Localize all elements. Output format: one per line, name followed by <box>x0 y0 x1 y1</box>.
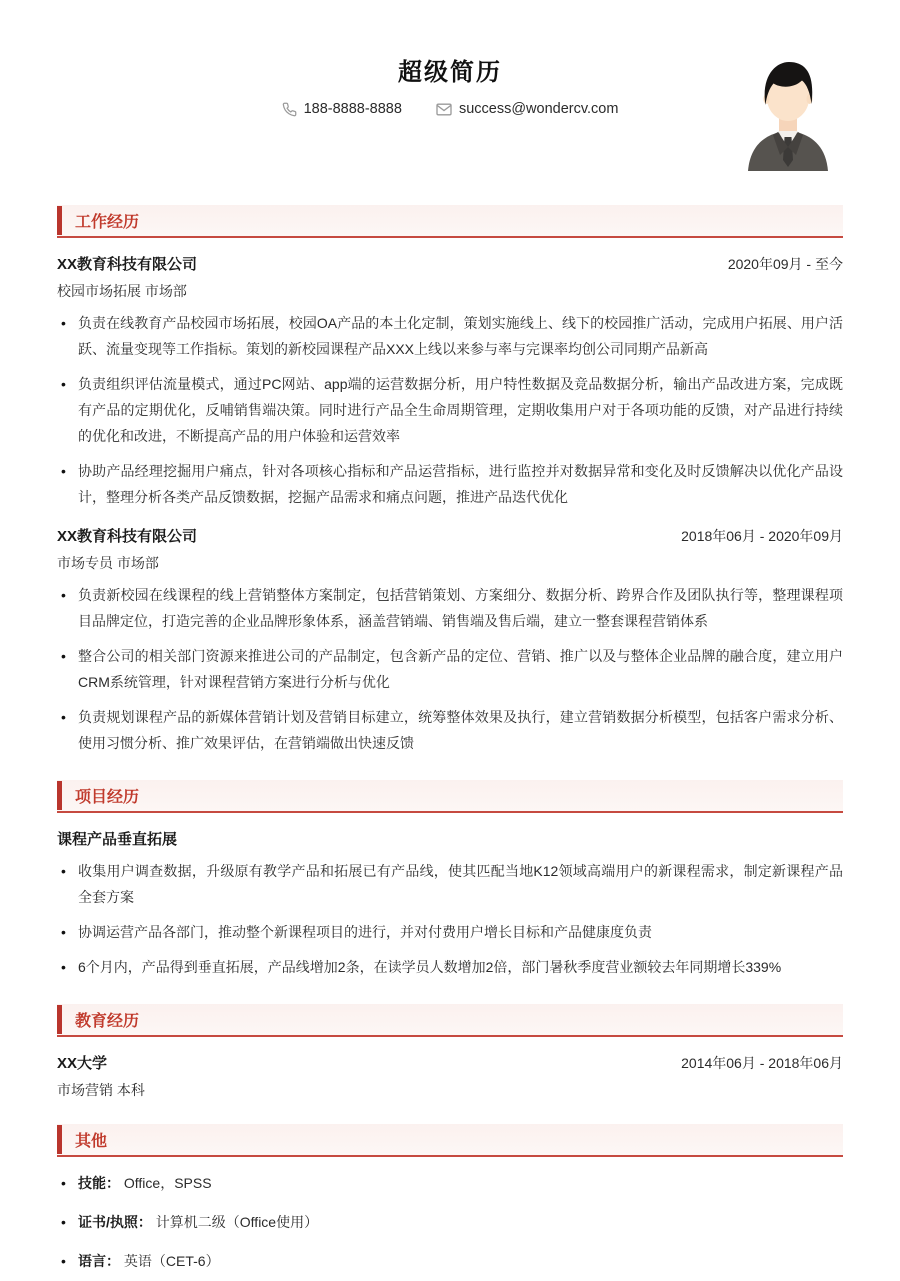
job-role: 市场专员 市场部 <box>57 555 159 571</box>
work-entry-1 <box>57 253 843 510</box>
email-contact <box>436 101 619 117</box>
work-bullets-1 <box>57 310 843 510</box>
mail-icon <box>436 103 452 116</box>
male-avatar-icon <box>740 55 836 171</box>
education-entry-1 <box>57 1052 843 1100</box>
section-title-work: 工作经历 <box>75 214 140 231</box>
bullet-item: • 协调运营产品各部门，推动整个新课程项目的进行，并对付费用户增长目标和产品健康度负责 <box>57 919 843 945</box>
company-name: XX教育科技有限公司 <box>57 256 198 273</box>
work-dates: 2020年09月 - 至今 <box>727 256 843 272</box>
section-other <box>57 1124 843 1274</box>
section-header-other <box>57 1124 843 1157</box>
section-project <box>57 780 843 980</box>
work-bullets-2 <box>57 582 843 756</box>
accent-bar <box>57 206 62 235</box>
bullet-item: • 负责新校园在线课程的线上营销整体方案制定，包括营销策划、方案细分、数据分析、跨界合作及团队执行等，整理课程项目品牌定位，打造完善的企业品牌形象体系，涵盖营销端、销售端及售后端，建立一整套课程营销体系 <box>57 582 843 634</box>
section-title-education: 教育经历 <box>75 1013 140 1030</box>
section-header-work <box>57 205 843 238</box>
job-role: 校园市场拓展 市场部 <box>57 283 187 299</box>
bullet-item: • 6个月内，产品得到垂直拓展，产品线增加2条，在读学员人数增加2倍，部门暑秋季度营业额较去年同期增长339% <box>57 954 843 980</box>
school-name: XX大学 <box>57 1055 108 1072</box>
skill-item <box>57 1170 843 1196</box>
certificate-value: 计算机二级（Office使用） <box>155 1214 319 1230</box>
accent-bar <box>57 1005 62 1034</box>
skill-value: Office，SPSS <box>123 1175 212 1191</box>
work-entry-2 <box>57 525 843 756</box>
project-name: 课程产品垂直拓展 <box>57 831 178 848</box>
phone-contact <box>282 101 402 117</box>
phone-number: 188-8888-8888 <box>303 101 402 117</box>
email-address: success@wondercv.com <box>458 101 619 117</box>
education-dates: 2014年06月 - 2018年06月 <box>681 1055 843 1071</box>
major-degree: 市场营销 本科 <box>57 1082 145 1098</box>
page-title: 超级简历 <box>398 59 502 86</box>
company-name: XX教育科技有限公司 <box>57 528 198 545</box>
language-item <box>57 1248 843 1274</box>
section-title-other: 其他 <box>75 1133 108 1150</box>
language-label: 语言： <box>78 1253 120 1269</box>
section-title-project: 项目经历 <box>75 789 140 806</box>
bullet-item: • 收集用户调查数据，升级原有教学产品和拓展已有产品线，使其匹配当地K12领域高端用户的新课程需求，制定新课程产品全套方案 <box>57 858 843 910</box>
section-header-education <box>57 1004 843 1037</box>
language-value: 英语（CET-6） <box>123 1253 220 1269</box>
project-entry-1 <box>57 828 843 980</box>
skill-label: 技能： <box>78 1175 120 1191</box>
section-work <box>57 205 843 756</box>
certificate-label: 证书/执照： <box>78 1214 152 1230</box>
section-header-project <box>57 780 843 813</box>
bullet-item: • 负责在线教育产品校园市场拓展，校园OA产品的本土化定制，策划实施线上、线下的校园推广活动，完成用户拓展、用户活跃、流量变现等工作指标。策划的新校园课程产品XXX上线以来参与率与完课率均创公司同期产品新高 <box>57 310 843 362</box>
accent-bar <box>57 1125 62 1154</box>
resume-header <box>0 0 900 117</box>
work-dates: 2018年06月 - 2020年09月 <box>681 528 843 544</box>
project-bullets <box>57 858 843 980</box>
section-education <box>57 1004 843 1100</box>
other-list <box>57 1170 843 1274</box>
certificate-item <box>57 1209 843 1235</box>
bullet-item: • 负责规划课程产品的新媒体营销计划及营销目标建立，统筹整体效果及执行，建立营销数据分析模型，包括客户需求分析、使用习惯分析、推广效果评估，在营销端做出快速反馈 <box>57 704 843 756</box>
accent-bar <box>57 781 62 810</box>
avatar <box>740 55 836 171</box>
resume-body <box>0 205 900 1274</box>
phone-icon <box>282 102 297 117</box>
bullet-item: • 协助产品经理挖掘用户痛点，针对各项核心指标和产品运营指标，进行监控并对数据异常和变化及时反馈解决以优化产品设计，整理分析各类产品反馈数据，挖掘产品需求和痛点问题，推进产品迭代优化 <box>57 458 843 510</box>
bullet-item: • 负责组织评估流量模式，通过PC网站、app端的运营数据分析，用户特性数据及竞品数据分析，输出产品改进方案，完成既有产品的定期优化，反哺销售端决策。同时进行产品全生命周期管理，定期收集用户对于各项功能的反馈，对产品进行持续的优化和改进，不断提高产品的用户体验和运营效率 <box>57 371 843 449</box>
bullet-item: • 整合公司的相关部门资源来推进公司的产品制定，包含新产品的定位、营销、推广以及与整体企业品牌的融合度，建立用户CRM系统管理，针对课程营销方案进行分析与优化 <box>57 643 843 695</box>
